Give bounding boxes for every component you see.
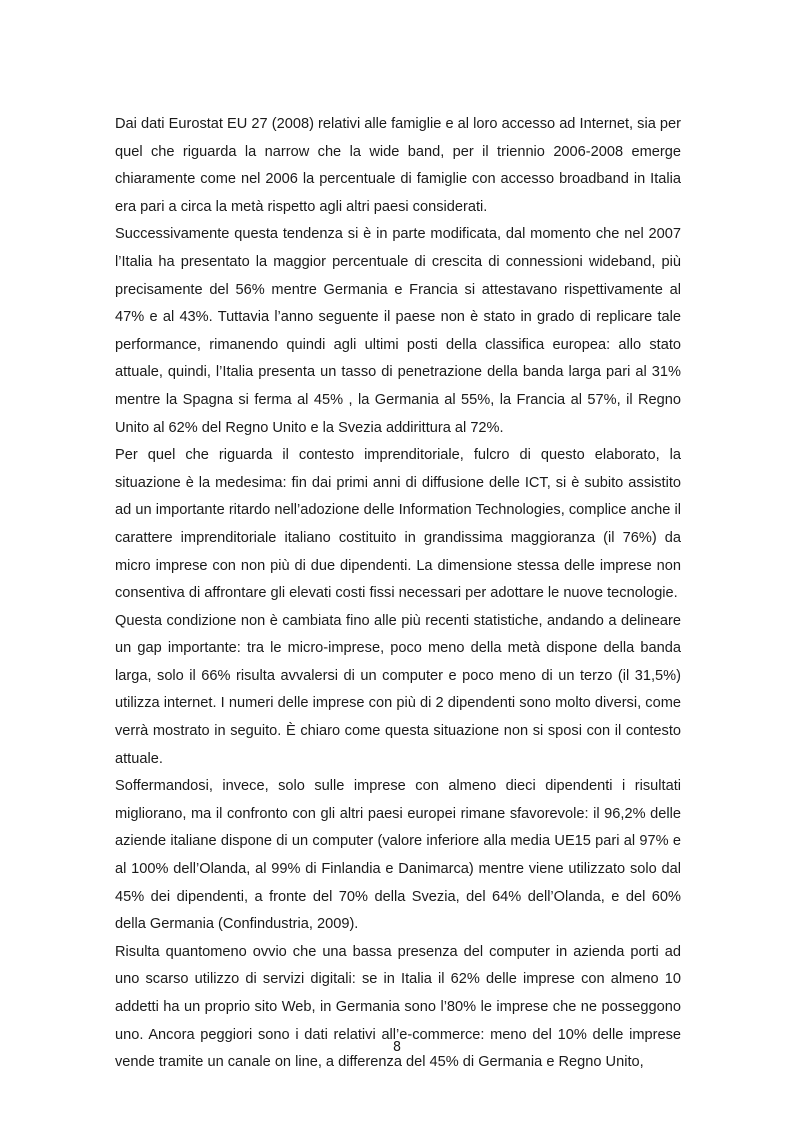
body-text bbox=[115, 111, 681, 1077]
paragraph-digital-services: Risulta quantomeno ovvio che una bassa presenza del computer in azienda porti ad uno scarso utilizzo di servizi digitali: se in Italia il 62% delle imprese con almeno 10 addetti ha un proprio sito Web, in Germania sono l’80% le imprese che ne posseggono uno. Ancora peggiori sono i dati relativi all’e-commerce: meno del 10% delle imprese vende tramite un canale on line, a differenza del 45% di Germania e Regno Unito, bbox=[115, 943, 681, 1071]
paragraph-broadband-trend: Successivamente questa tendenza si è in parte modificata, dal momento che nel 2007 l’Italia ha presentato la maggior percentuale di crescita di connessioni wideband, più precisamente del 56% mentre Germania e Francia si attestavano rispettivamente al 47% e al 43%. Tuttavia l’anno seguente il paese non è stato in grado di replicare tale performance, rimanendo quindi agli ultimi posti della classifica europea: allo stato attuale, quindi, l’Italia presenta un tasso di penetrazione della banda larga pari al 31% mentre la Spagna si ferma al 45% , la Germania al 55%, la Francia al 57%, il Regno Unito al 62% del Regno Unito e la Svezia addirittura al 72%. bbox=[115, 226, 681, 436]
paragraph-micro-enterprises: Questa condizione non è cambiata fino alle più recenti statistiche, andando a delineare un gap importante: tra le micro-imprese, poco meno della metà dispone della banda larga, solo il 66% risulta avvalersi di un computer e poco meno di un terzo (il 31,5%) utilizza internet. I numeri delle imprese con più di 2 dipendenti sono molto diversi, come verrà mostrato in seguito. È chiaro come questa situazione non si sposi con il contesto attuale. bbox=[115, 612, 681, 767]
paragraph-business-context: Per quel che riguarda il contesto imprenditoriale, fulcro di questo elaborato, la situazione è la medesima: fin dai primi anni di diffusione delle ICT, si è subito assistito ad un importante ritardo nell’adozione delle Information Technologies, complice anche il carattere imprenditoriale italiano costituito in grandissima maggioranza (il 76%) da micro imprese con non più di due dipendenti. La dimensione stessa delle imprese non consentiva di affrontare gli elevati costi fissi necessari per adottare le nuove tecnologie. bbox=[115, 447, 681, 602]
page-number: 8 bbox=[392, 1040, 402, 1055]
paragraph-eurostat-households: Dai dati Eurostat EU 27 (2008) relativi alle famiglie e al loro accesso ad Internet, sia per quel che riguarda la narrow che la wide band, per il triennio 2006-2008 emerge chiaramente come nel 2006 la percentuale di famiglie con accesso broadband in Italia era pari a circa la metà rispetto agli altri paesi considerati. bbox=[115, 116, 681, 215]
paragraph-ten-employees: Soffermandosi, invece, solo sulle imprese con almeno dieci dipendenti i risultati migliorano, ma il confronto con gli altri paesi europei rimane sfavorevole: il 96,2% delle aziende italiane dispone di un computer (valore inferiore alla media UE15 pari al 97% e al 100% dell’Olanda, al 99% di Finlandia e Danimarca) mentre viene utilizzato solo dal 45% dei dipendenti, a fronte del 70% della Svezia, del 64% dell’Olanda, e del 60% della Germania (Confindustria, 2009). bbox=[115, 778, 681, 933]
